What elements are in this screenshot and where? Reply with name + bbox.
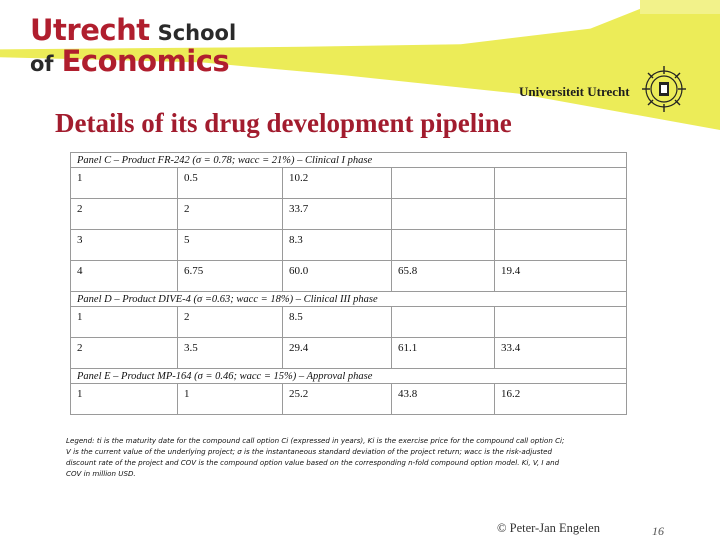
table-cell: 1: [71, 168, 178, 199]
table-row: [71, 307, 627, 338]
table-cell: 8.5: [283, 307, 392, 338]
table-cell: [392, 230, 495, 261]
table-cell: [495, 307, 627, 338]
table-row: [71, 199, 627, 230]
panel-c-heading: Panel C – Product FR-242 (σ = 0.78; wacc = 21%) – Clinical I phase: [71, 153, 627, 168]
table-row: [71, 168, 627, 199]
table-cell: 19.4: [495, 261, 627, 292]
table-cell: 2: [178, 199, 283, 230]
panel-e-heading-row: [71, 369, 627, 384]
logo-word-utrecht: Utrecht: [30, 13, 150, 47]
table-cell: 1: [71, 384, 178, 415]
logo-word-economics: Economics: [61, 44, 230, 78]
table-cell: 33.4: [495, 338, 627, 369]
table-row: [71, 338, 627, 369]
table-cell: 3: [71, 230, 178, 261]
table-cell: 2: [71, 199, 178, 230]
table-cell: 25.2: [283, 384, 392, 415]
table-cell: 2: [178, 307, 283, 338]
logo-word-school: School: [157, 21, 237, 45]
table-cell: [392, 307, 495, 338]
table-cell: 8.3: [283, 230, 392, 261]
table-row: [71, 261, 627, 292]
table-cell: [392, 168, 495, 199]
table-cell: [495, 199, 627, 230]
university-seal-icon: [640, 62, 688, 116]
header-corner: [640, 0, 720, 14]
footer-author: © Peter-Jan Engelen: [497, 521, 600, 535]
pipeline-table: [70, 152, 627, 415]
table-cell: 2: [71, 338, 178, 369]
panel-e-heading: Panel E – Product MP-164 (σ = 0.46; wacc = 15%) – Approval phase: [71, 369, 627, 384]
table-cell: 10.2: [283, 168, 392, 199]
table-cell: [392, 199, 495, 230]
table-cell: 0.5: [178, 168, 283, 199]
table-legend: Legend: ti is the maturity date for the compound call option Ci (expressed in years), Ki is the exercise price for the compound call option Ci; V is the current value of the underlying project; σ is the instantaneous standard deviation of the project return; wacc is the risk-adjusted discount rate of the project and COV is the compound option value based on the corresponding n-fold compound option model. Ki, V, I and COV in million USD.: [66, 436, 565, 478]
table-cell: 1: [71, 307, 178, 338]
panel-d-heading: Panel D – Product DIVE-4 (σ =0.63; wacc = 18%) – Clinical III phase: [71, 292, 627, 307]
table-cell: 29.4: [283, 338, 392, 369]
table-cell: 6.75: [178, 261, 283, 292]
table-cell: 1: [178, 384, 283, 415]
table-cell: 65.8: [392, 261, 495, 292]
table-cell: 4: [71, 261, 178, 292]
table-cell: 43.8: [392, 384, 495, 415]
table-row: [71, 384, 627, 415]
panel-d-heading-row: [71, 292, 627, 307]
use-logo: [30, 13, 237, 78]
logo-word-of: of: [30, 52, 54, 76]
table-row: [71, 230, 627, 261]
table-cell: 3.5: [178, 338, 283, 369]
table-cell: [495, 168, 627, 199]
table-cell: [495, 230, 627, 261]
page-number: 16: [652, 524, 664, 538]
panel-c-heading-row: [71, 153, 627, 168]
table-cell: 5: [178, 230, 283, 261]
table-cell: 61.1: [392, 338, 495, 369]
university-name: Universiteit Utrecht: [519, 84, 630, 99]
page-title: Details of its drug development pipeline: [55, 108, 512, 138]
table-cell: 33.7: [283, 199, 392, 230]
table-cell: 60.0: [283, 261, 392, 292]
table-cell: 16.2: [495, 384, 627, 415]
